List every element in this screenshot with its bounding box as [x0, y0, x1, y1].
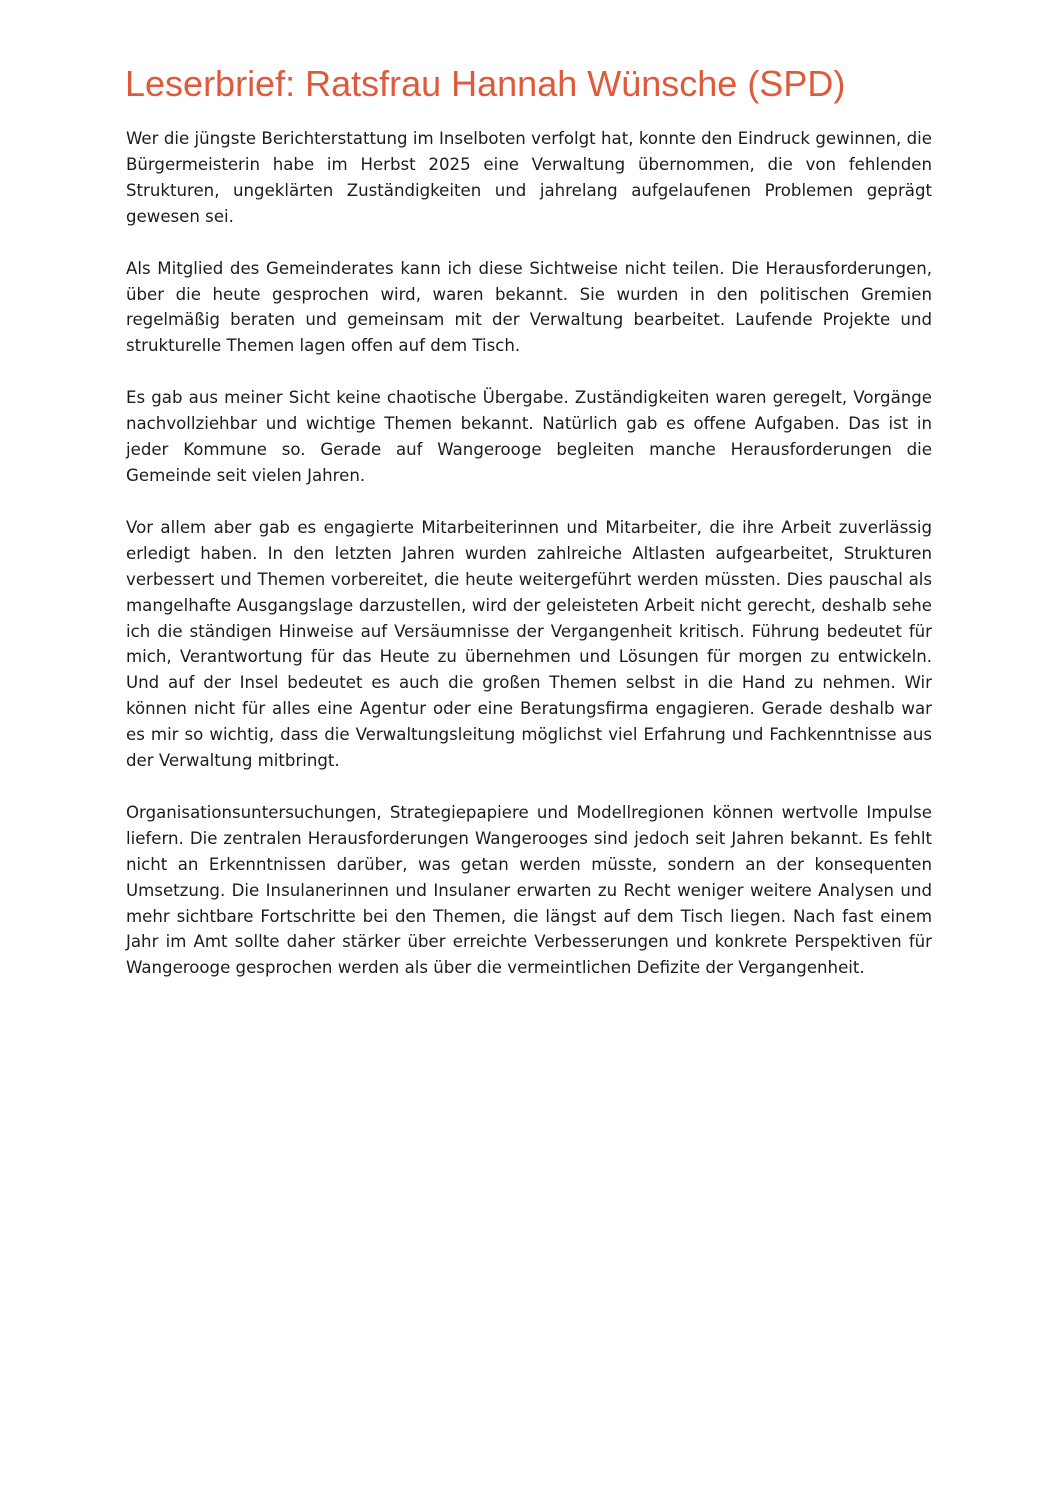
letter-title: Leserbrief: Ratsfrau Hannah Wünsche (SPD) [125, 63, 846, 104]
paragraph-2: Als Mitglied des Gemeinderates kann ich diese Sichtweise nicht teilen. Die Herausforderungen, über die heute gesprochen wird, waren bekannt. Sie wurden in den politischen Gremien regelmäßig beraten und gemeinsam mit der Verwaltung bearbeitet. Laufende Projekte und strukturelle Themen lagen offen auf dem Tisch. [126, 258, 932, 356]
paragraph-4: Vor allem aber gab es engagierte Mitarbeiterinnen und Mitarbeiter, die ihre Arbeit zuverlässig erledigt haben. In den letzten Jahren wurden zahlreiche Altlasten aufgearbeitet, Strukturen verbessert und Themen vorbereitet, die heute weitergeführt werden müssten. Dies pauschal als mangelhafte Ausgangslage darzustellen, wird der geleisteten Arbeit nicht gerecht, deshalb sehe ich die ständigen Hinweise auf Versäumnisse der Vergangenheit kritisch. Führung bedeutet für mich, Verantwortung für das Heute zu übernehmen und Lösungen für morgen zu entwickeln. Und auf der Insel bedeutet es auch die großen Themen selbst in die Hand zu nehmen. Wir können nicht für alles eine Agentur oder eine Beratungsfirma engagieren. Gerade deshalb war es mir so wichtig, dass die Verwaltungsleitung möglichst viel Erfahrung und Fachkenntnisse aus der Verwaltung mitbringt. [126, 517, 932, 771]
paragraph-1: Wer die jüngste Berichterstattung im Inselboten verfolgt hat, konnte den Eindruck gewinnen, die Bürgermeisterin habe im Herbst 2025 eine Verwaltung übernommen, die von fehlenden Strukturen, ungeklärten Zuständigkeiten und jahrelang aufgelaufenen Problemen geprägt gewesen sei. [126, 129, 932, 226]
paragraph-3: Es gab aus meiner Sicht keine chaotische Übergabe. Zuständigkeiten waren geregelt, Vorgänge nachvollziehbar und wichtige Themen bekannt. Natürlich gab es offene Aufgaben. Das ist in jeder Kommune so. Gerade auf Wangerooge begleiten manche Herausforderungen die Gemeinde seit vielen Jahren. [126, 388, 932, 485]
letter-body [126, 126, 932, 1007]
paragraph-5: Organisationsuntersuchungen, Strategiepapiere und Modellregionen können wertvolle Impulse liefern. Die zentralen Herausforderungen Wangerooges sind jedoch seit Jahren bekannt. Es fehlt nicht an Erkenntnissen darüber, was getan werden müsste, sondern an der konsequenten Umsetzung. Die Insulanerinnen und Insulaner erwarten zu Recht weniger weitere Analysen und mehr sichtbare Fortschritte bei den Themen, die längst auf dem Tisch liegen. Nach fast einem Jahr im Amt sollte daher stärker über erreichte Verbesserungen und konkrete Perspektiven für Wangerooge gesprochen werden als über die vermeintlichen Defizite der Vergangenheit. [126, 802, 932, 978]
